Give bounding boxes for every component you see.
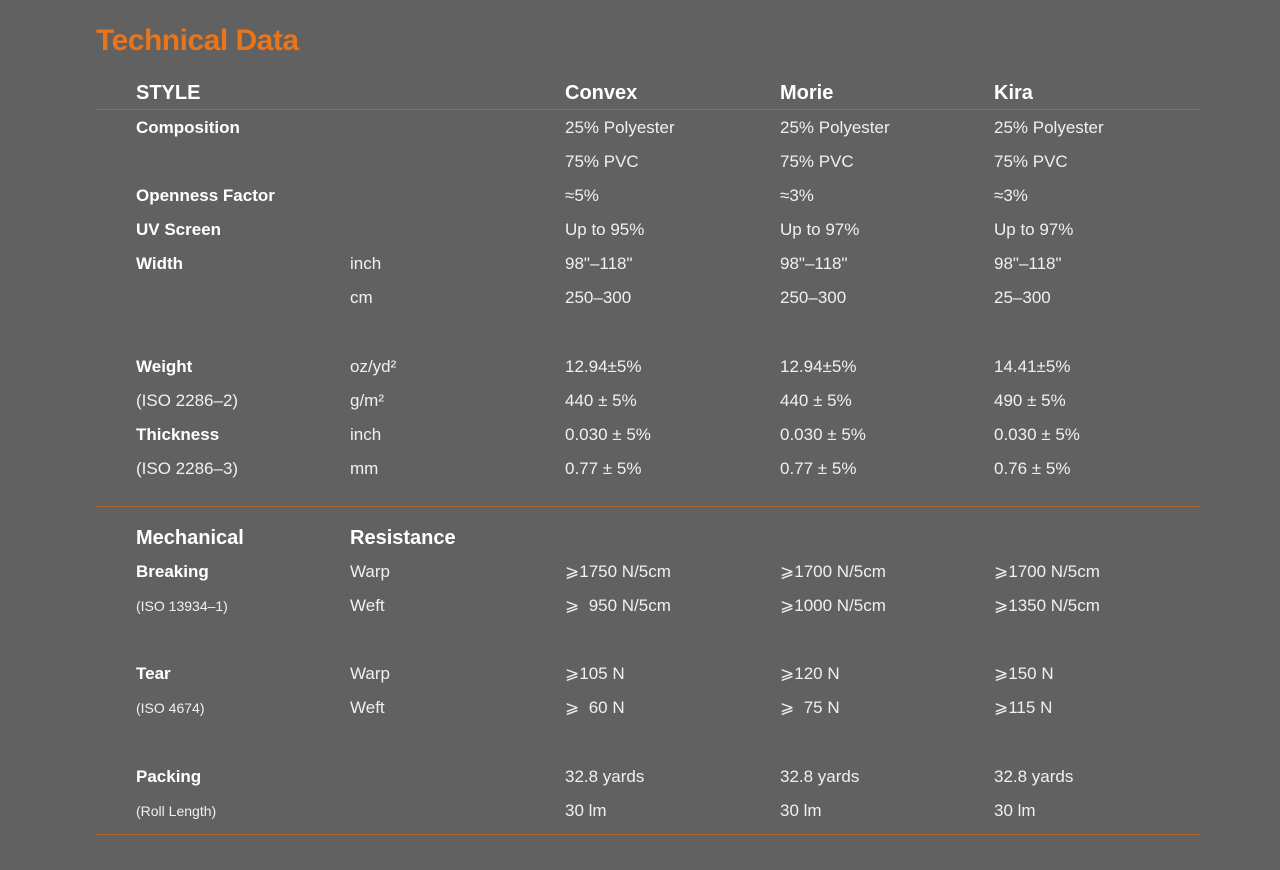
table-row [0, 217, 1280, 243]
style-name-morie: Morie [780, 82, 834, 104]
value-convex: ⩾ 950 N/5cm [565, 596, 671, 615]
row-label: Composition [136, 118, 240, 137]
value-kira: 0.030 ± 5% [994, 425, 1080, 444]
value-convex: 30 lm [565, 801, 607, 820]
style-name-convex: Convex [565, 82, 638, 104]
mechanical-header-row [0, 525, 1280, 551]
table-row [0, 149, 1280, 175]
value-convex: 12.94±5% [565, 357, 642, 376]
row-unit: inch [350, 254, 382, 273]
value-kira: ≈3% [994, 186, 1028, 205]
row-label: UV Screen [136, 220, 222, 239]
row-unit: Warp [350, 562, 390, 581]
table-row [0, 115, 1280, 141]
value-convex: 0.030 ± 5% [565, 425, 651, 444]
value-morie: 30 lm [780, 801, 822, 820]
value-convex: ≈5% [565, 186, 599, 205]
value-kira: ⩾150 N [994, 664, 1054, 683]
value-convex: ⩾ 60 N [565, 698, 625, 717]
value-morie: ≈3% [780, 186, 814, 205]
style-name-kira: Kira [994, 82, 1033, 104]
table-row [0, 798, 1280, 824]
table-row [0, 422, 1280, 448]
header-divider [96, 109, 1200, 110]
bottom-divider [96, 834, 1200, 835]
row-unit: mm [350, 459, 379, 478]
value-kira: ⩾1700 N/5cm [994, 562, 1100, 581]
mechanical-label: Mechanical [136, 527, 244, 549]
value-kira: 14.41±5% [994, 357, 1071, 376]
row-label: Breaking [136, 562, 209, 581]
value-kira: 75% PVC [994, 152, 1068, 171]
table-row [0, 251, 1280, 277]
value-kira: 98"–118" [994, 254, 1062, 273]
value-kira: 30 lm [994, 801, 1036, 820]
value-morie: ⩾120 N [780, 664, 840, 683]
value-morie: 32.8 yards [780, 767, 860, 786]
table-row [0, 764, 1280, 790]
row-label: Packing [136, 767, 202, 786]
row-label: Tear [136, 664, 171, 683]
value-morie: ⩾1000 N/5cm [780, 596, 886, 615]
table-row [0, 285, 1280, 311]
table-row [0, 183, 1280, 209]
value-morie: ⩾ 75 N [780, 698, 840, 717]
row-label: (ISO 2286–3) [136, 459, 239, 478]
table-row [0, 354, 1280, 380]
value-morie: 12.94±5% [780, 357, 857, 376]
value-morie: 25% Polyester [780, 118, 890, 137]
value-kira: 32.8 yards [994, 767, 1074, 786]
table-row [0, 456, 1280, 482]
value-kira: 490 ± 5% [994, 391, 1066, 410]
value-convex: 32.8 yards [565, 767, 645, 786]
row-unit: cm [350, 288, 373, 307]
value-convex: 440 ± 5% [565, 391, 637, 410]
value-morie: 0.77 ± 5% [780, 459, 857, 478]
value-convex: 25% Polyester [565, 118, 675, 137]
row-label: (ISO 13934–1) [136, 598, 228, 614]
row-unit: inch [350, 425, 382, 444]
table-row [0, 661, 1280, 687]
table-row [0, 559, 1280, 585]
table-row [0, 388, 1280, 414]
table-header-row [0, 80, 1280, 106]
value-convex: Up to 95% [565, 220, 645, 239]
value-convex: 0.77 ± 5% [565, 459, 642, 478]
table-row [0, 593, 1280, 619]
row-label: Weight [136, 357, 193, 376]
value-morie: 75% PVC [780, 152, 854, 171]
table-row [0, 695, 1280, 721]
value-convex: 250–300 [565, 288, 632, 307]
row-unit: Warp [350, 664, 390, 683]
row-label: Width [136, 254, 184, 273]
row-unit: oz/yd² [350, 357, 397, 376]
row-label: Openness Factor [136, 186, 275, 205]
row-label: (ISO 2286–2) [136, 391, 239, 410]
row-label: (ISO 4674) [136, 700, 205, 716]
value-kira: 25% Polyester [994, 118, 1104, 137]
style-header: STYLE [136, 82, 201, 104]
value-kira: Up to 97% [994, 220, 1074, 239]
row-unit: g/m² [350, 391, 384, 410]
value-convex: ⩾1750 N/5cm [565, 562, 671, 581]
value-morie: 0.030 ± 5% [780, 425, 866, 444]
page-title: Technical Data [96, 24, 299, 57]
row-unit: Weft [350, 596, 385, 615]
value-convex: 98"–118" [565, 254, 633, 273]
value-morie: 440 ± 5% [780, 391, 852, 410]
row-label: (Roll Length) [136, 803, 217, 819]
value-kira: 0.76 ± 5% [994, 459, 1071, 478]
value-convex: 75% PVC [565, 152, 639, 171]
section-divider [96, 506, 1200, 507]
value-kira: ⩾115 N [994, 698, 1053, 717]
row-label: Thickness [136, 425, 220, 444]
value-morie: Up to 97% [780, 220, 860, 239]
value-convex: ⩾105 N [565, 664, 625, 683]
value-kira: 25–300 [994, 288, 1051, 307]
value-morie: 250–300 [780, 288, 847, 307]
value-morie: 98"–118" [780, 254, 848, 273]
value-morie: ⩾1700 N/5cm [780, 562, 886, 581]
value-kira: ⩾1350 N/5cm [994, 596, 1100, 615]
resistance-label: Resistance [350, 527, 456, 549]
row-unit: Weft [350, 698, 385, 717]
